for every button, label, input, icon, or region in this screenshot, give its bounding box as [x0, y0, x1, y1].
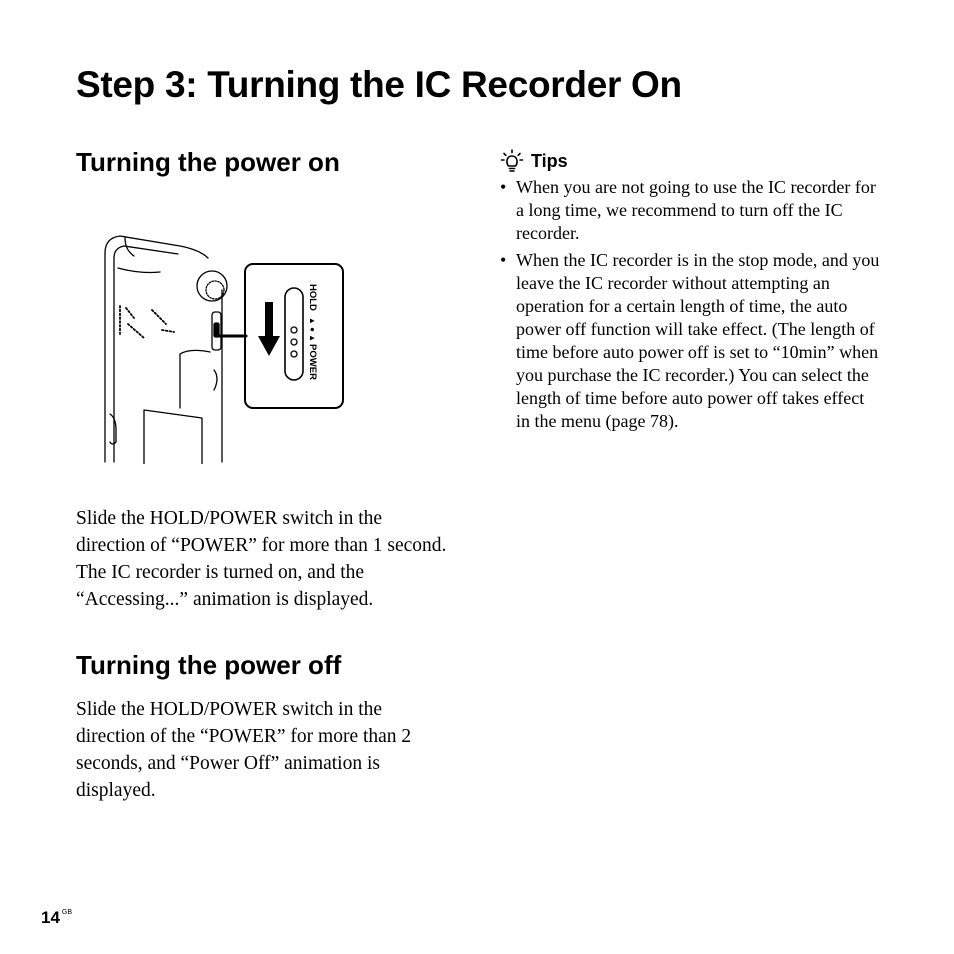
switch-label-hold: HOLD	[307, 284, 318, 311]
display-dots	[120, 306, 174, 338]
power-off-instructions: Slide the HOLD/POWER switch in the direction of the “POWER” for more than 2 seconds, and “Power Off” animation is displayed.	[76, 699, 412, 801]
switch-label-power: POWER	[307, 344, 318, 380]
slide-down-arrow-icon	[258, 302, 280, 356]
page-title: Step 3: Turning the IC Recorder On	[76, 64, 682, 105]
tip-text: When you are not going to use the IC recorder for a long time, we recommend to turn off the IC recorder.	[516, 177, 876, 243]
recorder-body	[105, 236, 208, 462]
tips-list	[500, 176, 880, 437]
page-number-suffix: GB	[61, 909, 73, 916]
page-number-value: 14	[41, 908, 60, 927]
bullet: •	[500, 177, 507, 197]
hold-power-slider	[285, 288, 303, 380]
bullet: •	[500, 250, 507, 270]
tip-item	[500, 176, 880, 245]
ic-recorder-illustration	[100, 228, 350, 464]
section-heading-power-off: Turning the power off	[76, 650, 342, 680]
tip-text: When the IC recorder is in the stop mode, and you leave the IC recorder without attempting an operation for a certain length of time, the auto power off function will take effect. (The length of time before auto power off is set to “10min” when you purchase the IC recorder.) You can select the length of time before auto power off takes effect in the menu (page 78).	[516, 250, 880, 431]
tips-header	[500, 147, 568, 175]
tip-item	[500, 249, 880, 433]
switch-label: HOLD▲ ● ▲POWER	[307, 284, 318, 380]
section-heading-power-on: Turning the power on	[76, 147, 340, 177]
page-number	[41, 908, 72, 928]
power-on-instructions: Slide the HOLD/POWER switch in the direction of “POWER” for more than 1 second. The IC recorder is turned on, and the “Accessing...” animation is displayed.	[76, 508, 447, 610]
lightbulb-icon	[500, 149, 524, 173]
tips-label: Tips	[531, 150, 568, 171]
